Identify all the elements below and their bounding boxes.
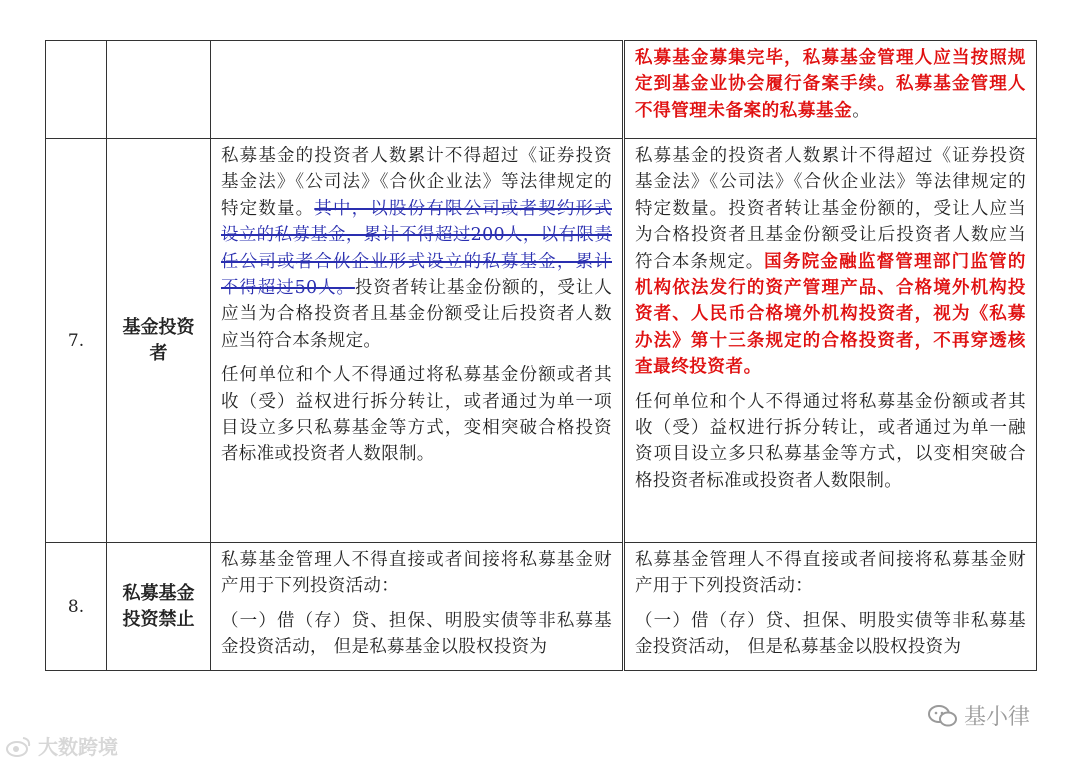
clause-text: 私募基金的投资者人数累计不得超过《证券投资基金法》《公司法》《合伙企业法》等法律规定的特定数量。投资者转让基金份额的，受让人应当为合格投资者且基金份额受让后投资者人数应当符合本条规定。 [635,146,1026,272]
comparison-table [45,40,1037,671]
old-text-cell [211,139,624,543]
row-number [46,41,107,139]
clause-text: 私募基金管理人不得直接或者间接将私募基金财产用于下列投资活动： [221,550,612,597]
table-row [46,543,1037,671]
old-paragraph [221,547,612,600]
clause-text: 任何单位和个人不得通过将私募基金份额或者其收（受）益权进行拆分转让，或者通过为单一融资项目设立多只私募基金等方式，以变相突破合格投资者标准或投资者人数限制。 [635,391,1026,491]
added-text: 国务院金融监督管理部门监管的机构依法发行的资产管理产品、合格境外机构投资者、人民币合格境外机构投资者，视为《私募办法》第十三条规定的合格投资者，不再穿透核查最终投资者。 [635,251,1026,378]
wechat-logo-icon [928,704,958,728]
watermark-right [928,700,1030,731]
row-topic [107,139,211,543]
new-text-cell [624,41,1037,139]
watermark-left [6,731,118,760]
row-topic-label: 私募基金投资禁止 [122,582,195,630]
added-text: 私募基金募集完毕，私募基金管理人应当按照规定到基金业协会履行备案手续。私募基金管理人不得管理未备案的私募基金 [635,48,1026,121]
row-topic-label: 基金投资者 [122,316,195,364]
clause-text: 任何单位和个人不得通过将私募基金份额或者其收（受）益权进行拆分转让，或者通过为单一项目设立多只私募基金等方式，变相突破合格投资者标准或投资者人数限制。 [221,365,612,465]
clause-text: 私募基金管理人不得直接或者间接将私募基金财产用于下列投资活动： [635,550,1026,597]
clause-text: 投资者转让基金份额的，受让人应当为合格投资者且基金份额受让后投资者人数应当符合本条规定。 [221,278,613,351]
new-paragraph [635,547,1026,600]
clause-text: （一）借（存）贷、担保、明股实债等非私募基金投资活动， 但是私募基金以股权投资为 [221,610,612,658]
new-paragraph [635,608,1026,661]
table-row [46,139,1037,543]
clause-text: 。 [852,100,871,121]
weibo-logo-icon [6,735,32,757]
old-paragraph [221,608,612,661]
watermark-left-text: 大数跨境 [38,735,118,759]
clause-text: 私募基金的投资者人数累计不得超过《证券投资基金法》《公司法》《合伙企业法》等法律规定的特定数量。 [221,146,612,219]
new-text-cell [624,139,1037,543]
new-paragraph [635,143,1026,381]
new-text-cell [624,543,1037,671]
row-number: 7. [46,139,107,543]
old-paragraph [221,143,612,354]
old-text-cell [211,41,624,139]
watermark-right-text: 基小律 [964,705,1031,730]
old-paragraph [221,362,612,468]
row-topic [107,41,211,139]
table-row [46,41,1037,139]
clause-text: （一）借（存）贷、担保、明股实债等非私募基金投资活动， 但是私募基金以股权投资为 [635,610,1026,658]
row-number: 8. [46,543,107,671]
row-topic [107,543,211,671]
old-text-cell [211,543,624,671]
new-paragraph [635,389,1026,495]
new-paragraph [635,45,1026,124]
deleted-text: 其中，以股份有限公司或者契约形式设立的私募基金，累计不得超过200人，以有限责任公司或者合伙企业形式设立的私募基金，累计不得超过50人。 [221,198,612,299]
